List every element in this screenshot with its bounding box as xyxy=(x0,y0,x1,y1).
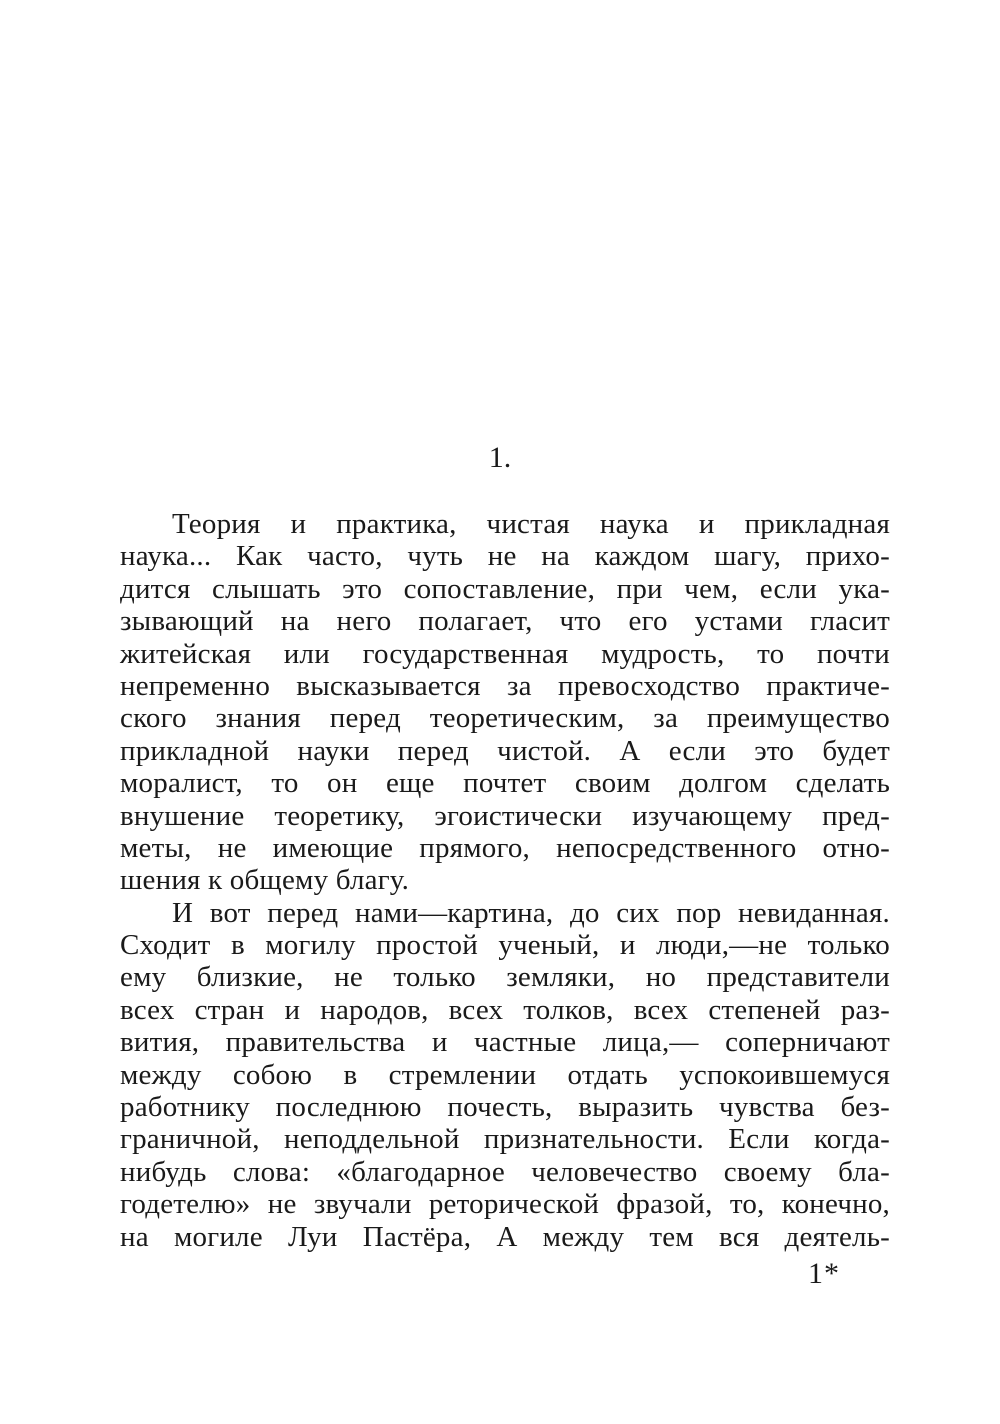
text-line: И вот перед нами—картина, до сих пор невиданная. xyxy=(172,896,890,929)
text-line: непременно высказывается за превосходство практиче- xyxy=(120,669,890,702)
paragraph-2 xyxy=(120,897,890,1253)
text-line: работнику последнюю почесть, выразить чувства без- xyxy=(120,1091,890,1124)
text-line: между собою в стремлении отдать успокоившемуся xyxy=(120,1058,890,1091)
text-line: граничной, неподдельной признательности. Если когда- xyxy=(120,1123,890,1156)
text-line: годетелю» не звучали реторической фразой, то, конечно, xyxy=(120,1188,890,1221)
text-line: наука... Как часто, чуть не на каждом шагу, прихо- xyxy=(120,540,890,573)
text-line: всех стран и народов, всех толков, всех степеней раз- xyxy=(120,993,890,1026)
text-line: зывающий на него полагает, что его устами гласит xyxy=(120,605,890,638)
text-line: меты, не имеющие прямого, непосредственного отно- xyxy=(120,831,890,864)
text-line: дится слышать это сопоставление, при чем, если ука- xyxy=(120,572,890,605)
text-line: шения к общему благу. xyxy=(120,864,410,897)
text-line: ского знания перед теоретическим, за преимущество xyxy=(120,702,890,735)
text-line: ему близкие, не только земляки, но представители xyxy=(120,961,890,994)
text-line: прикладной науки перед чистой. А если это будет xyxy=(120,734,890,767)
text-line: житейская или государственная мудрость, то почти xyxy=(120,637,890,670)
text-line: внушение теоретику, эгоистически изучающему пред- xyxy=(120,799,890,832)
text-line: Сходит в могилу простой ученый, и люди,—не только xyxy=(120,929,890,962)
text-line: нибудь слова: «благодарное человечество своему бла- xyxy=(120,1155,890,1188)
chapter-number: 1. xyxy=(488,441,512,474)
text-line: на могиле Луи Пастёра, А между тем вся деятель- xyxy=(120,1220,890,1253)
body-text xyxy=(120,508,890,1253)
paragraph-1 xyxy=(120,508,890,897)
text-line: Теория и практика, чистая наука и прикладная xyxy=(172,508,890,540)
signature-mark: 1* xyxy=(808,1257,840,1290)
text-line: вития, правительства и частные лица,— соперничают xyxy=(120,1026,890,1059)
text-line: моралист, то он еще почтет своим долгом сделать xyxy=(120,767,890,800)
